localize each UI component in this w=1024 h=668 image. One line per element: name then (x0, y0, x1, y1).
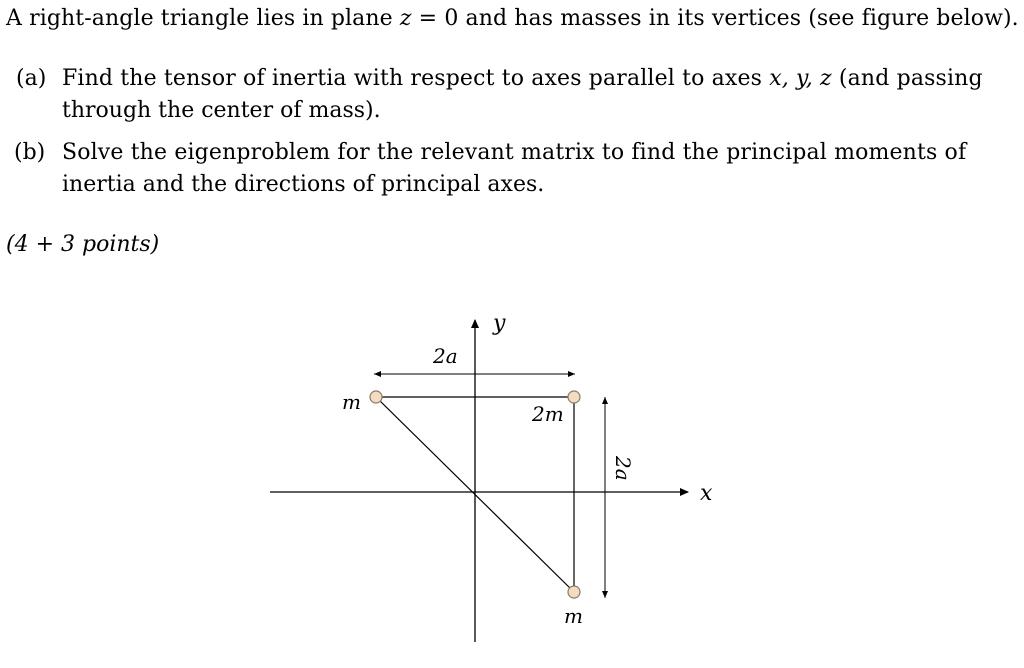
width-label: 2a (433, 344, 458, 368)
points-label: (4 + 3 points) (6, 232, 160, 257)
mass-top-left-label: m (342, 390, 361, 414)
mass-top-right-label: 2m (532, 402, 564, 426)
part-a-label: (a) (16, 66, 47, 91)
intro-before-variable: A right-angle triangle lies in plane (6, 6, 400, 31)
mass-top-right-marker (568, 391, 580, 403)
part-a-line1-after: (and passing (831, 66, 983, 91)
intro-variable-z: z (399, 6, 412, 31)
part-a-line2: through the center of mass). (62, 98, 381, 123)
part-b-label: (b) (14, 140, 46, 165)
part-b-line1: Solve the eigenproblem for the relevant matrix to find the principal moments of (62, 140, 967, 165)
x-axis-label: x (700, 481, 713, 506)
mass-bottom-label: m (564, 604, 583, 628)
mass-bottom-marker (568, 586, 580, 598)
part-b-line2: inertia and the directions of principal axes. (62, 172, 545, 197)
height-label: 2a (611, 456, 635, 481)
part-a-line1-before: Find the tensor of inertia with respect to axes parallel to axes (62, 66, 770, 91)
y-axis-label: y (493, 311, 506, 336)
mass-top-left-marker (370, 391, 382, 403)
part-a-axes-vars: x, y, z (769, 66, 832, 91)
intro-equation-rest: = 0 and has masses in its vertices (see figure below). (411, 6, 1019, 31)
